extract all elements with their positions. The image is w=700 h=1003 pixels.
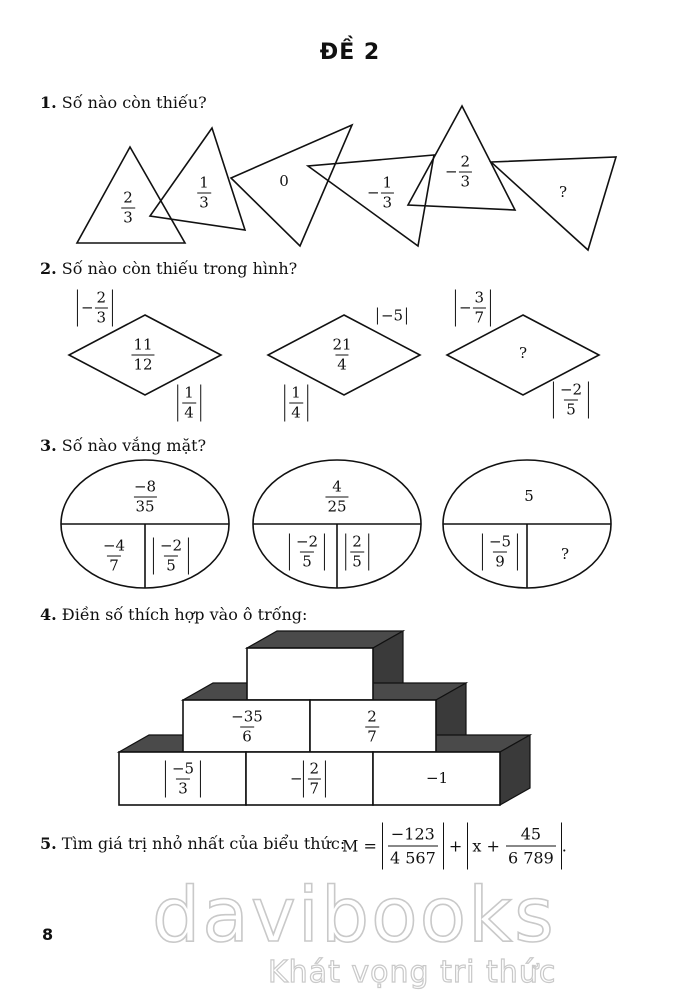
- diamond-top-value: − $\frac{2}{3}$: [77, 290, 113, 327]
- diamond-center-value: 21 4: [332, 335, 352, 374]
- question-number: 5.: [40, 834, 57, 853]
- question-text: Điền số thích hợp vào ô trống:: [61, 605, 308, 624]
- ellipse-top-value: −8 35: [133, 477, 157, 516]
- question-5: [40, 834, 345, 853]
- ellipse-unknown: ?: [560, 545, 570, 563]
- question-text: Tìm giá trị nhỏ nhất của biểu thức:: [61, 834, 346, 853]
- ellipse-right-value: 2 5: [345, 534, 369, 571]
- question-number: 1.: [40, 93, 57, 112]
- ellipse-left-value: −4 7: [102, 536, 126, 575]
- triangle-unknown: ?: [558, 183, 568, 201]
- page-title: ĐỀ 2: [319, 40, 381, 65]
- diamond-bottom-value: −2 5: [553, 382, 589, 419]
- ellipse-left-value: −2 5: [289, 534, 325, 571]
- triangle-value: 2 3: [123, 188, 133, 227]
- question-text: Số nào vắng mặt?: [61, 436, 207, 455]
- brick-value: 2 7: [367, 707, 377, 746]
- brick-value: −5 3: [165, 761, 201, 798]
- brick-value: −35 6: [231, 707, 263, 746]
- question-3: [40, 436, 206, 455]
- triangle-shape: [491, 157, 616, 250]
- abs-expression-2: x + $\frac{45}{6 789}$: [467, 823, 561, 870]
- brick-value: −1: [425, 769, 449, 787]
- question-text: Số nào còn thiếu trong hình?: [61, 259, 298, 278]
- triangle-value: 0: [279, 172, 289, 190]
- ellipse-left-value: −5 9: [482, 534, 518, 571]
- diamond-center-value: 11 12: [133, 335, 153, 374]
- triangle-value: − $\frac{1}{3}$: [366, 173, 393, 212]
- abs-fraction-1: −123 4 567: [382, 823, 444, 870]
- question-number: 3.: [40, 436, 57, 455]
- diamond-unknown: ?: [518, 344, 528, 362]
- brick-value: − 2 7: [290, 761, 326, 798]
- watermark-tagline: Khát vọng tri thức: [268, 955, 557, 990]
- expression-lhs: M =: [342, 836, 377, 856]
- question-number: 4.: [40, 605, 57, 624]
- diamond-top-value: −5: [377, 308, 407, 325]
- triangle-value: − $\frac{2}{3}$: [444, 152, 471, 191]
- ellipse-top-value: 5: [524, 487, 534, 505]
- watermark-logo: davibooks: [152, 870, 556, 959]
- question-number: 2.: [40, 259, 57, 278]
- diamond-top-value: − $\frac{3}{7}$: [455, 290, 491, 327]
- ellipse-right-value: −2 5: [153, 538, 189, 575]
- diamond-bottom-value: 1 4: [177, 385, 201, 422]
- triangle-value: 1 3: [199, 173, 209, 212]
- expression-m: M = −123 4 567 + x + $\frac{45}{6 789}$ .: [342, 824, 567, 868]
- ellipse-top-value: 4 25: [327, 477, 347, 516]
- question-text: Số nào còn thiếu?: [61, 93, 207, 112]
- question-4: [40, 605, 307, 624]
- page-number: 8: [42, 925, 54, 944]
- diamond-bottom-value: 1 4: [284, 385, 308, 422]
- question-2: [40, 259, 297, 278]
